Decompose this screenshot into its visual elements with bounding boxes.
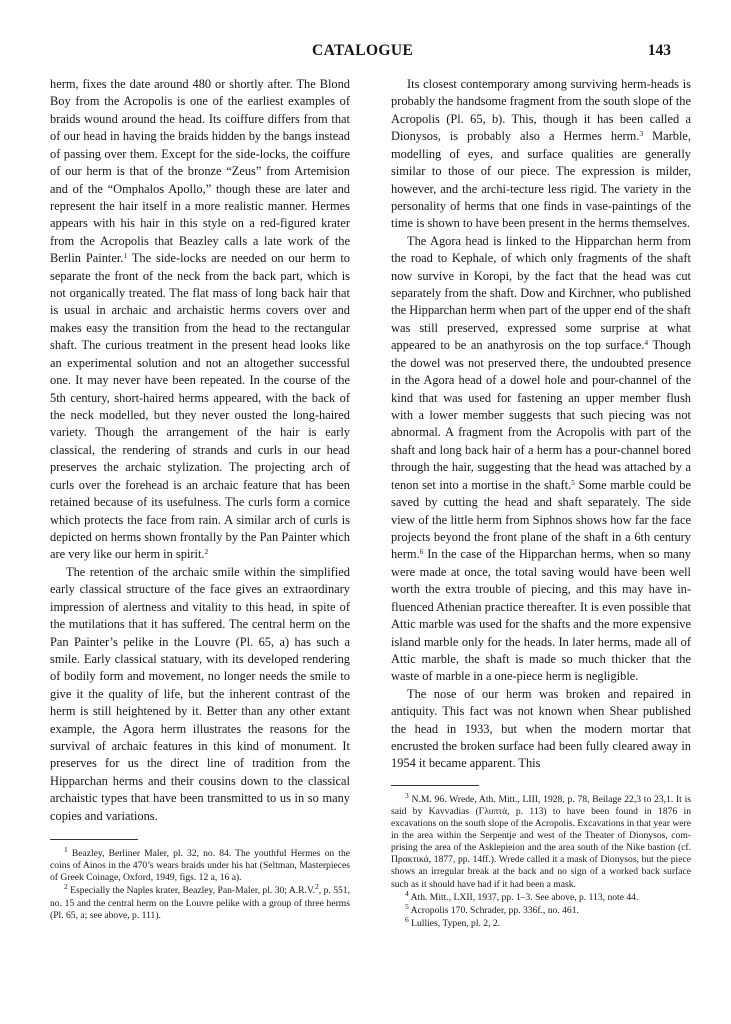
running-title: CATALOGUE [312,42,414,59]
page-number: 143 [647,42,671,59]
footnote: $^1$ Beazley, Berliner Maler, pl. 32, no. 84. The youthful Hermes on the coins of Ainos in the 470’s wears braids under his hat (Seltman, Masterpieces of Greek Coinage, Oxford, 1949, figs. 12 a, 16 a). [50,845,350,884]
body-paragraph: The nose of our herm was broken and repaired in antiquity. This fact was not known when Shear published the head in 1933, but when the modern mortar that encrusted the broken surface had been fully cleared away in 1954 it became apparent. This [391,686,691,771]
left-column [50,76,350,922]
footnote: $^2$ Especially the Naples krater, Beazley, Pan-Maler, pl. 30; A.R.V.$^2$, p. 551, no. 15 and the central herm on the Louvre pelike with a group of three herms (Pl. 65, a; see above, p. 111). [50,882,350,921]
footnote: $^3$ N.M. 96. Wrede, Ath. Mitt., LIII, 1928, p. 78, Beilage 22,3 to 23,1. It is said by Kavvadias (Γλυπτά, p. 113) to have been found in 1876 in excavations on the south slope of the Acropolis. Excavations in that year were in the area within the Serpentje and west of the Theater of Dionysos, com-prising the area of the Asklepieion and the area south of the Nike bastion (cf. Πρακτικά, 1877, pp. 14ff.). Wrede called it a mask of Dionysos, but the piece shows an irregular break at the back and no sign of a worked back surface such as it should have had if it had been a mask. [391,790,691,890]
footnote: $^4$ Ath. Mitt., LXII, 1937, pp. 1–3. See above, p. 113, note 44. [405,888,639,903]
footnote-divider [50,839,138,840]
body-paragraph: The retention of the archaic smile within the simplified early classical structure of the face gives an extraordinary impression of alertness and vitality to this head, in spite of the mutilations that it has suffered. The central herm on the Pan Painter’s pelike in the Louvre (Pl. 65, a) has such a smile. Early classical statuary, with its developed rendering of bodily form and movement, no longer needs the smile to give it the quality of life, but the inherent contrast of the herm is still heightened by it. Better than any other extant example, the Agora herm illustrates the reasons for the survival of archaic features in this kind of monument. It preserves for us the direct line of tradition from the Hipparchan herms and their cousins down to the classical archaistic types that have been transmitted to us in so many copies and variations. [50,564,350,823]
right-column [391,76,691,930]
body-paragraph: Its closest contemporary among surviving herm-heads is probably the handsome fragment from the south slope of the Acropolis (Pl. 65, b). This, though it has been called a Dionysos, is probably also a Hermes herm.$^3$ Marble, modelling of eyes, and surface qualities are generally similar to those of our piece. The expression is milder, however, and the archi-tecture less rigid. The variety in the personality of herms that one finds in vase-paintings of the time is shown to have been present in the herms themselves. [391,77,691,231]
page-header [0,42,731,64]
footnotes [391,785,691,930]
footnotes [50,839,350,922]
footnote-divider [391,785,479,786]
footnote: $^5$ Acropolis 170. Schrader, pp. 336f., no. 461. [405,901,579,916]
body-paragraph: herm, fixes the date around 480 or shortly after. The Blond Boy from the Acropolis is one of the earliest examples of braids wound around the head. Its coiffure differs from that of our head in having the braids hidden by the bangs instead of passing over them. Except for the side-locks, the coiffure of our herm is that of the bronze “Zeus” from Artemision and of the “Omphalos Apollo,” though these are later and represent the hair itself in a more realistic manner. Hermes appears with his hair in this style on a red-figured krater from the Acropolis that Beazley calls a late work of the Berlin Painter.$^1$ The side-locks are needed on our herm to separate the front of the neck from the back part, which is not organically treated. The flat mass of long back hair that is usual in archaic and archaistic herms covers over and makes easy the transition from the head to the rectangular shaft. The curious treatment in the present head looks like an experimental solution and not an altogether successful one. It may never have been repeated. In the course of the 5th century, short-haired herms appeared, with the back of the neck modelled, but they never ousted the long-haired variety. Though the arrangement of the hair is early classical, the rendering of strands and curls in our head preserves the archaic stylization. The projecting arch of curls over the forehead is an archaic feature that has been retained because of its usefulness. The curls form a cornice which protects the face from rain. A similar arch of curls is depicted on herms shown frontally by the Pan Painter which are very like our herm in spirit.$^2$ [50,77,350,562]
footnote: $^6$ Lullies, Typen, pl. 2, 2. [405,914,501,929]
body-paragraph: The Agora head is linked to the Hipparchan herm from the road to Kephale, of which only fragments of the shaft now survive in Koropi, by the fact that the head was cut separately from the shaft. Dow and Kirchner, who published the Hipparchan herm when part of the upper end of the shaft was still preserved, expressed some surprise at what appeared to be an anathyrosis on the top surface.$^4$ Though the dowel was not preserved there, the undoubted presence in the Agora head of a dowel hole and pour-channel of the kind that was used for fastening an upper member flush with a lower member suggests that such piecing was not abnormal. A fragment from the Acropolis with part of the shaft and long back hair of a herm has a pour-channel bored through the hair, suggesting that the head was attached by a tenon set into a mortise in the shaft.$^5$ Some marble could be saved by cutting the head and shaft separately. The side view of the little herm from Siphnos shows how far the face projects beyond the front plane of the shaft in a 6th century herm.$^6$ In the case of the Hipparchan herms, when so many were made at once, the total saving would have been well worth the extra trouble of piecing, and this may have in-fluenced Athenian practice thereafter. It is even possible that Attic marble was used for the shafts and the more expensive island marble only for the heads. In later herms, made all of Attic marble, the shaft is made so much thicker that the waste of marble in a one-piece herm is negligible. [391,233,691,684]
